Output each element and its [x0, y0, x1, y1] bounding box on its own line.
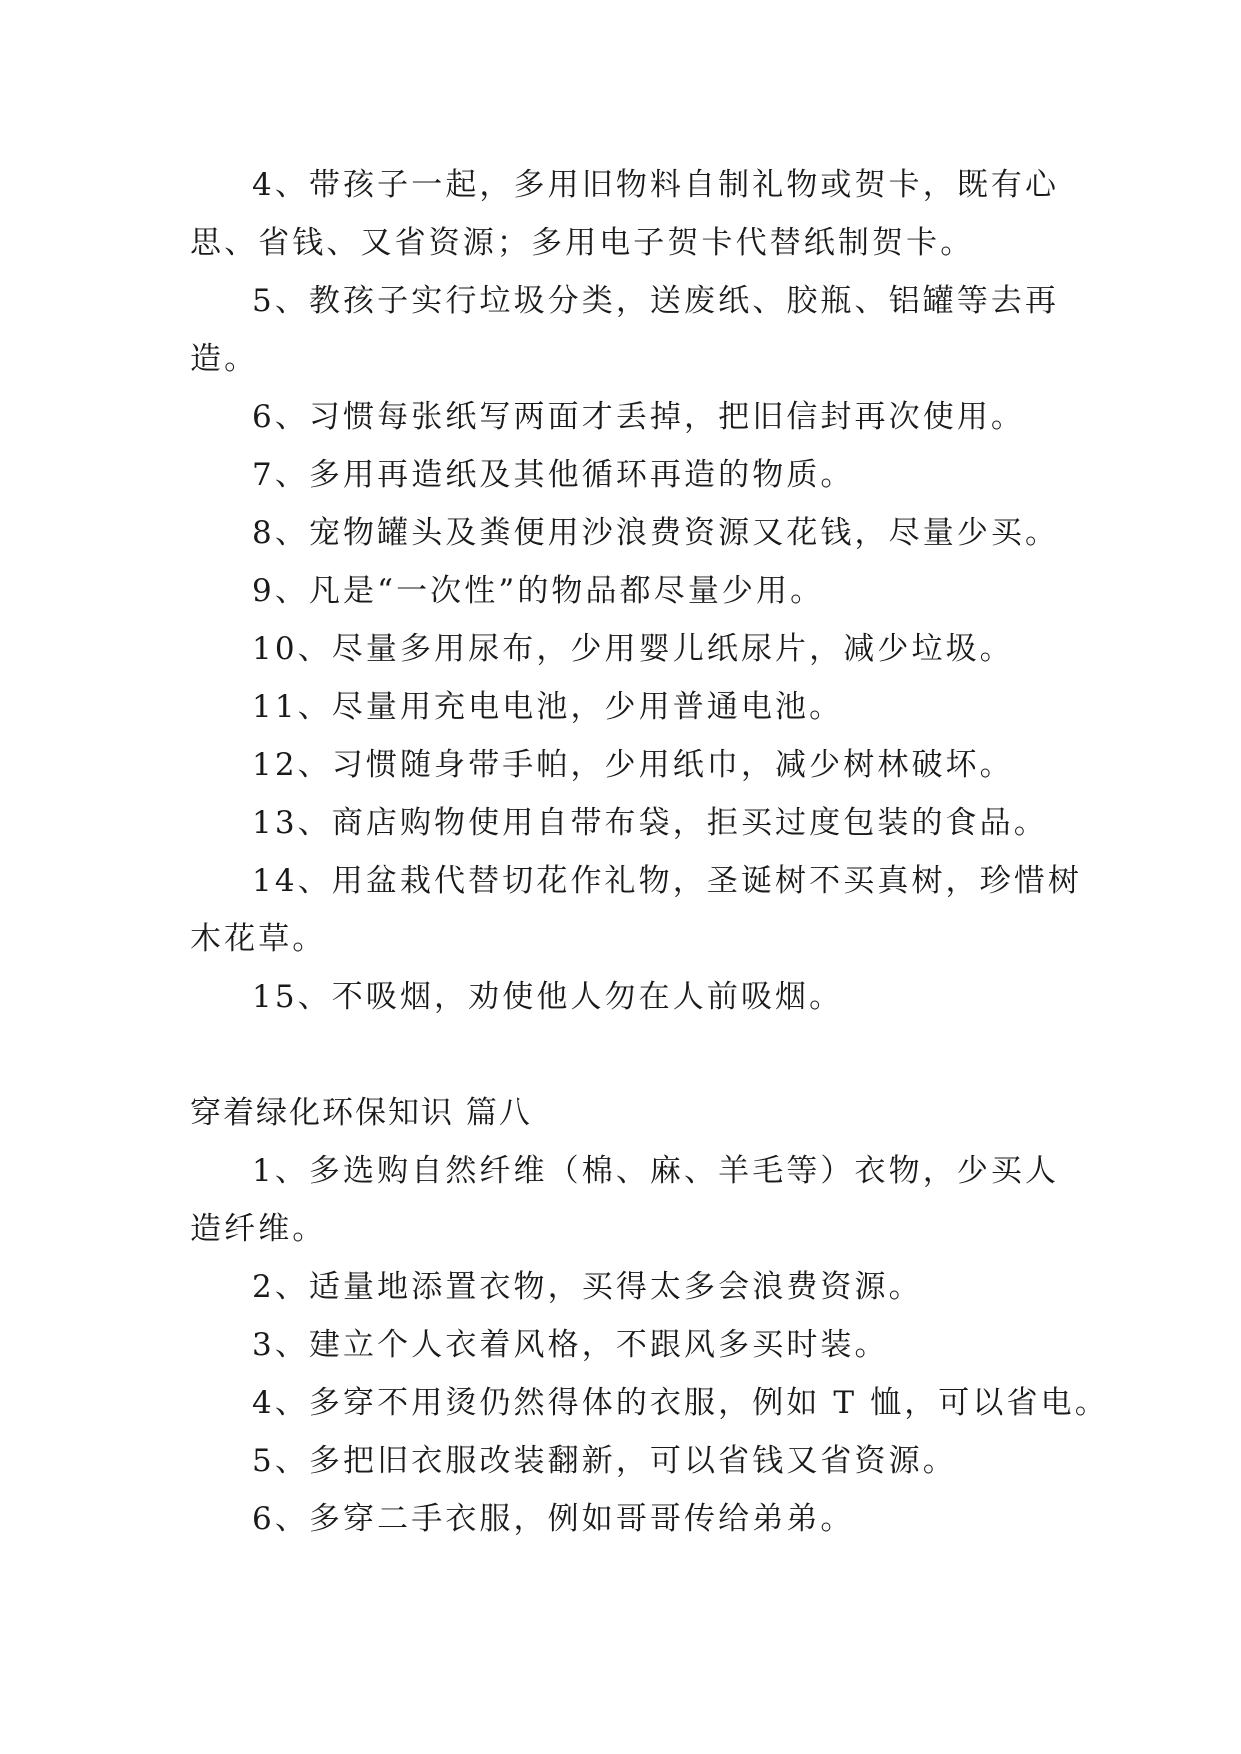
paragraph-line: 8、宠物罐头及粪便用沙浪费资源又花钱，尽量少买。: [252, 515, 1060, 551]
paragraph-line: 造纤维。: [190, 1211, 327, 1247]
paragraph-line: 14、用盆栽代替切花作礼物，圣诞树不买真树，珍惜树: [252, 863, 1082, 899]
paragraph-line: 4、多穿不用烫仍然得体的衣服，例如 T 恤，可以省电。: [252, 1385, 1109, 1421]
paragraph-line: 12、习惯随身带手帕，少用纸巾，减少树林破坏。: [252, 747, 1014, 783]
paragraph-line: 木花草。: [190, 921, 327, 957]
paragraph-line: 1、多选购自然纤维（棉、麻、羊毛等）衣物，少买人: [252, 1153, 1060, 1189]
paragraph-line: 9、凡是“一次性”的物品都尽量少用。: [252, 573, 825, 609]
paragraph-line: 10、尽量多用尿布，少用婴儿纸尿片，减少垃圾。: [252, 631, 1014, 667]
paragraph-line: 思、省钱、又省资源；多用电子贺卡代替纸制贺卡。: [190, 225, 975, 261]
paragraph-line: 13、商店购物使用自带布袋，拒买过度包装的食品。: [252, 805, 1048, 841]
paragraph-line: 7、多用再造纸及其他循环再造的物质。: [252, 457, 855, 493]
paragraph-line: 6、多穿二手衣服，例如哥哥传给弟弟。: [252, 1501, 855, 1537]
paragraph-line: 3、建立个人衣着风格，不跟风多买时装。: [252, 1327, 889, 1363]
paragraph-line: 5、教孩子实行垃圾分类，送废纸、胶瓶、铝罐等去再: [252, 283, 1060, 319]
paragraph-line: 2、适量地添置衣物，买得太多会浪费资源。: [252, 1269, 923, 1305]
paragraph-line: 11、尽量用充电电池，少用普通电池。: [252, 689, 844, 725]
paragraph-line: 造。: [190, 341, 259, 377]
paragraph-line: 15、不吸烟，劝使他人勿在人前吸烟。: [252, 979, 844, 1015]
paragraph-line: 4、带孩子一起，多用旧物料自制礼物或贺卡，既有心: [252, 167, 1060, 203]
paragraph-line: 6、习惯每张纸写两面才丢掉，把旧信封再次使用。: [252, 399, 1026, 435]
section-heading: 穿着绿化环保知识 篇八: [190, 1095, 532, 1131]
paragraph-line: 5、多把旧衣服改装翻新，可以省钱又省资源。: [252, 1443, 957, 1479]
